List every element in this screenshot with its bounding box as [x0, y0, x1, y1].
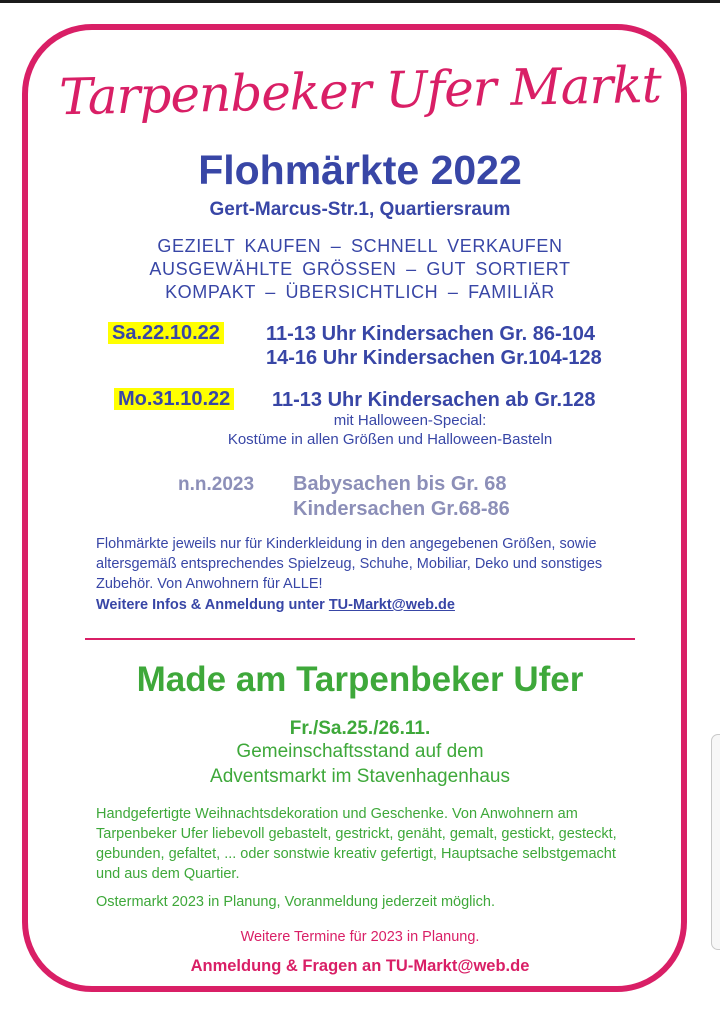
contact-label: Weitere Infos & Anmeldung unter: [96, 597, 329, 613]
event-time-line: 11-13 Uhr Kindersachen ab Gr.128: [272, 389, 596, 411]
event-time-line: Babysachen bis Gr. 68: [293, 473, 507, 495]
event-time-line: 14-16 Uhr Kindersachen Gr.104-128: [266, 347, 602, 369]
made-location-line: Gemeinschaftsstand auf dem: [236, 741, 484, 762]
flohmarkt-heading: Flohmärkte 2022: [198, 147, 522, 193]
event-date: Sa.22.10.22: [108, 322, 224, 344]
made-location-line: Adventsmarkt im Stavenhagenhaus: [210, 766, 510, 787]
scroll-handle[interactable]: [711, 734, 720, 950]
slogan-line: GEZIELT KAUFEN – SCHNELL VERKAUFEN: [157, 236, 563, 256]
made-description: Handgefertigte Weihnachtsdekoration und Geschenke. Von Anwohnern am Tarpenbeker Ufer liebevoll gebastelt, gestrickt, genäht, gemalt, gestickt, gesteckt, gebunden, gefaltet, ... oder sonstwie kreativ gefertigt, Hauptsache selbstgemacht und aus dem Quartier.: [96, 806, 617, 882]
event-date: Mo.31.10.22: [114, 388, 234, 410]
flohmarkt-address: Gert-Marcus-Str.1, Quartiersraum: [209, 199, 511, 220]
slogan-line: AUSGEWÄHLTE GRÖSSEN – GUT SORTIERT: [149, 259, 571, 279]
slogan-line: KOMPAKT – ÜBERSICHTLICH – FAMILIÄR: [165, 282, 555, 302]
made-date: Fr./Sa.25./26.11.: [289, 718, 431, 739]
event-date-badge: [108, 322, 224, 345]
contact-email-link[interactable]: TU-Markt@web.de: [328, 597, 455, 613]
flohmarkt-info-text: Flohmärkte jeweils nur für Kinderkleidung in den angegebenen Größen, sowie altersgemäß entsprechendes Spielzeug, Schuhe, Mobiliar, Deko und sonstiges Zubehör. Von Anwohnern für ALLE!: [96, 536, 603, 592]
event-time-line: 11-13 Uhr Kindersachen Gr. 86-104: [266, 323, 596, 345]
weitere-termine: Weitere Termine für 2023 in Planung.: [240, 929, 480, 945]
section-divider: [85, 638, 635, 640]
top-edge-line: [0, 0, 720, 3]
ostermarkt-note: Ostermarkt 2023 in Planung, Voranmeldung jederzeit möglich.: [96, 894, 495, 910]
event-note: Kostüme in allen Größen und Halloween-Basteln: [227, 431, 553, 448]
event-time-line: Kindersachen Gr.68-86: [293, 498, 510, 520]
anmeldung-line: Anmeldung & Fragen an TU-Markt@web.de: [190, 957, 530, 975]
flohmarkt-contact: [96, 597, 455, 613]
event-date-badge: [114, 388, 234, 411]
poster-title: Tarpenbeker Ufer Markt: [58, 55, 662, 127]
made-heading: Made am Tarpenbeker Ufer: [136, 660, 584, 699]
event-note: mit Halloween-Special:: [333, 412, 487, 429]
event-date: n.n.2023: [178, 474, 255, 495]
